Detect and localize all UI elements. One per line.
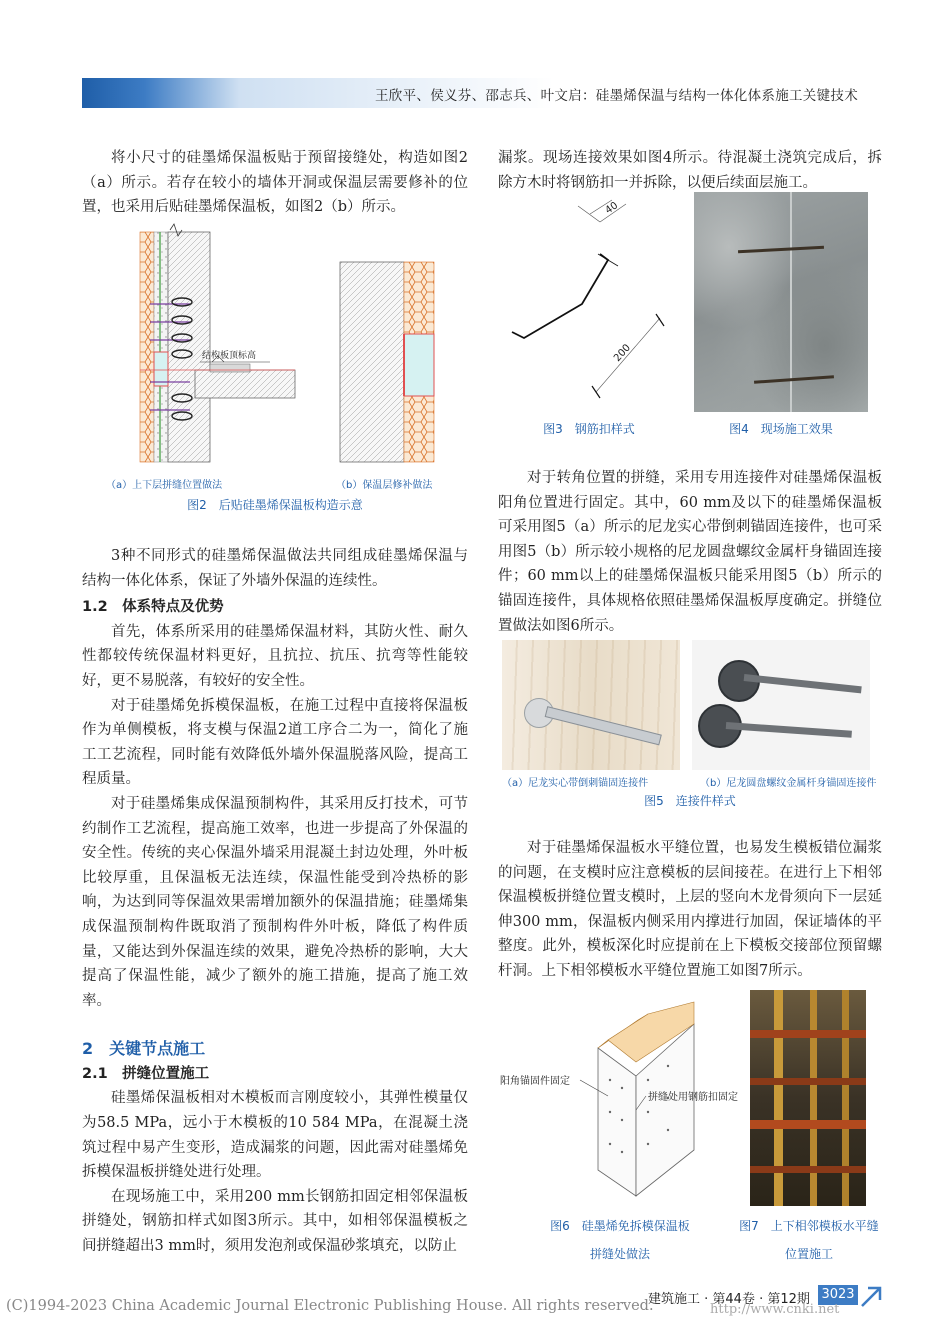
figure-5a-label: （a）尼龙实心带倒刺锚固连接件 xyxy=(502,778,649,789)
figure-4-caption: 图4 现场施工效果 xyxy=(729,422,833,436)
page-number: 3023 xyxy=(818,1285,858,1305)
figure-5-caption: 图5 连接件样式 xyxy=(644,794,736,808)
section-heading-1-2: 1.2 体系特点及优势 xyxy=(82,599,224,616)
paragraph: 漏浆。现场连接效果如图4所示。待混凝土浇筑完成后，拆除方木时将钢筋扣一并拆除，以便后续面层施工。 xyxy=(498,150,882,191)
right-column-lower xyxy=(498,836,882,984)
figure-3-dim-200: 200 xyxy=(612,342,634,365)
figure-7-caption-line-1: 图7 上下相邻模板水平缝 xyxy=(739,1219,879,1233)
left-column-body xyxy=(82,544,468,1259)
paragraph: 对于转角位置的拼缝，采用专用连接件对硅墨烯保温板阳角位置进行固定。其中，60 mm及以下的硅墨烯保温板可采用图5（a）所示的尼龙实心带倒刺锚固连接件，也可采用图5（b）所示较小规格的尼龙圆盘螺纹金属杆身锚固连接件；60 mm以上的硅墨烯保温板只能采用图5（b）所示的锚固连接件，具体规格依照硅墨烯保温板厚度确定。拼缝位置做法如图6所示。 xyxy=(498,470,882,634)
figure-2b-label: （b）保温层修补做法 xyxy=(336,480,433,491)
figure-2a-label: （a）上下层拼缝位置做法 xyxy=(106,480,223,491)
figure-7-photo xyxy=(750,990,866,1206)
left-column-top xyxy=(82,146,468,220)
paragraph: 硅墨烯保温板相对木模板而言刚度较小，其弹性模量仅为58.5 MPa，远小于木模板的10 584 MPa，在混凝土浇筑过程中易产生变形，造成漏浆的问题，因此需对硅墨烯免拆模保温板拼缝处进行处理。 xyxy=(82,1090,468,1181)
figure-5b-label: （b）尼龙圆盘螺纹金属杆身锚固连接件 xyxy=(700,778,877,789)
figure-6-caption-line-1: 图6 硅墨烯免拆模保温板 xyxy=(550,1219,690,1233)
journal-info: 建筑施工 · 第44卷 · 第12期 xyxy=(648,1292,810,1307)
figure-3-caption: 图3 钢筋扣样式 xyxy=(543,422,635,436)
section-heading-2-1: 2.1 拼缝位置施工 xyxy=(82,1065,210,1082)
paragraph: 对于硅墨烯保温板水平缝位置，也易发生模板错位漏浆的问题，在支模时应注意模板的层间接茬。在进行上下相邻保温模板拼缝位置支模时，上层的竖向木龙骨须向下一层延伸300 mm，保温板内侧采用内撑进行加固，保证墙体的平整度。此外，模板深化时应提前在上下模板交接部位预留螺杆洞。上下相邻模板水平缝位置施工如图7所示。 xyxy=(498,840,882,979)
figure-4-photo xyxy=(694,192,868,412)
paragraph: 将小尺寸的硅墨烯保温板贴于预留接缝处，构造如图2（a）所示。若存在较小的墙体开洞或保温层需要修补的位置，也采用后贴硅墨烯保温板，如图2（b）所示。 xyxy=(82,150,468,216)
paragraph: 3种不同形式的硅墨烯保温做法共同组成硅墨烯保温与结构一体化体系，保证了外墙外保温的连续性。 xyxy=(82,548,468,589)
paragraph: 对于硅墨烯集成保温预制构件，其采用反打技术，可节约制作工艺流程，提高施工效率，也进一步提高了外保温的安全性。传统的夹心保温外墙采用混凝土封边处理，外叶板比较厚重，且保温板无法连续，保温性能受到冷热桥的影响，为达到同等保温效果需增加额外的保温措施；硅墨烯集成保温预制构件既取消了预制构件外叶板，降低了构件质量，又能达到外保温连续的效果，避免冷热桥的影响，大大提高了保温性能，减少了额外的施工措施，提高了施工效率。 xyxy=(82,795,468,1009)
figure-6-caption xyxy=(500,1212,740,1268)
figure-6-caption-line-2: 拼缝处做法 xyxy=(589,1247,650,1261)
figure-6-label-left: 阳角锚固件固定 xyxy=(500,1076,570,1087)
paragraph: 对于硅墨烯免拆模保温板，在施工过程中直接将保温板作为单侧模板，将支模与保温2道工序合二为一，简化了施工工艺流程，同时能有效降低外墙外保温脱落风险，提高工程质量。 xyxy=(82,697,468,788)
figure-2-drawing xyxy=(100,222,480,470)
figure-2-annotation: 结构板顶标高 xyxy=(202,351,257,361)
figure-3-drawing xyxy=(500,196,680,408)
right-column-top xyxy=(498,146,882,195)
paragraph: 首先，体系所采用的硅墨烯保温材料，其防火性、耐久性都较传统保温材料更好，且抗拉、抗压、抗弯等性能较好，更不易脱落，有较好的安全性。 xyxy=(82,623,468,689)
paragraph: 在现场施工中，采用200 mm长钢筋扣固定相邻保温板拼缝处，钢筋扣样式如图3所示。其中，如相邻保温模板之间拼缝超出3 mm时，须用发泡剂或保温砂浆填充，以防止 xyxy=(82,1188,468,1255)
section-heading-2: 2 关键节点施工 xyxy=(82,1039,206,1059)
cnki-url[interactable]: http://www.cnki.net xyxy=(710,1302,840,1317)
running-header: 王欣平、侯义芬、邵志兵、叶文启：硅墨烯保温与结构一体化体系施工关键技术 xyxy=(375,88,858,104)
page-arrow-icon xyxy=(860,1284,884,1308)
figure-7-caption xyxy=(736,1212,882,1268)
figure-7-caption-line-2: 位置施工 xyxy=(784,1247,833,1261)
figure-5a-photo xyxy=(502,640,680,770)
figure-5b-photo xyxy=(692,640,870,770)
copyright-notice: (C)1994-2023 China Academic Journal Electronic Publishing House. All rights reserved. xyxy=(6,1298,654,1314)
right-column-middle xyxy=(498,466,882,638)
figure-6-drawing xyxy=(498,1000,748,1200)
figure-3-dim-40: 40 xyxy=(603,200,621,217)
figure-6-label-right: 拼缝处用钢筋扣固定 xyxy=(648,1092,738,1103)
figure-2-caption: 图2 后贴硅墨烯保温板构造示意 xyxy=(187,498,363,512)
